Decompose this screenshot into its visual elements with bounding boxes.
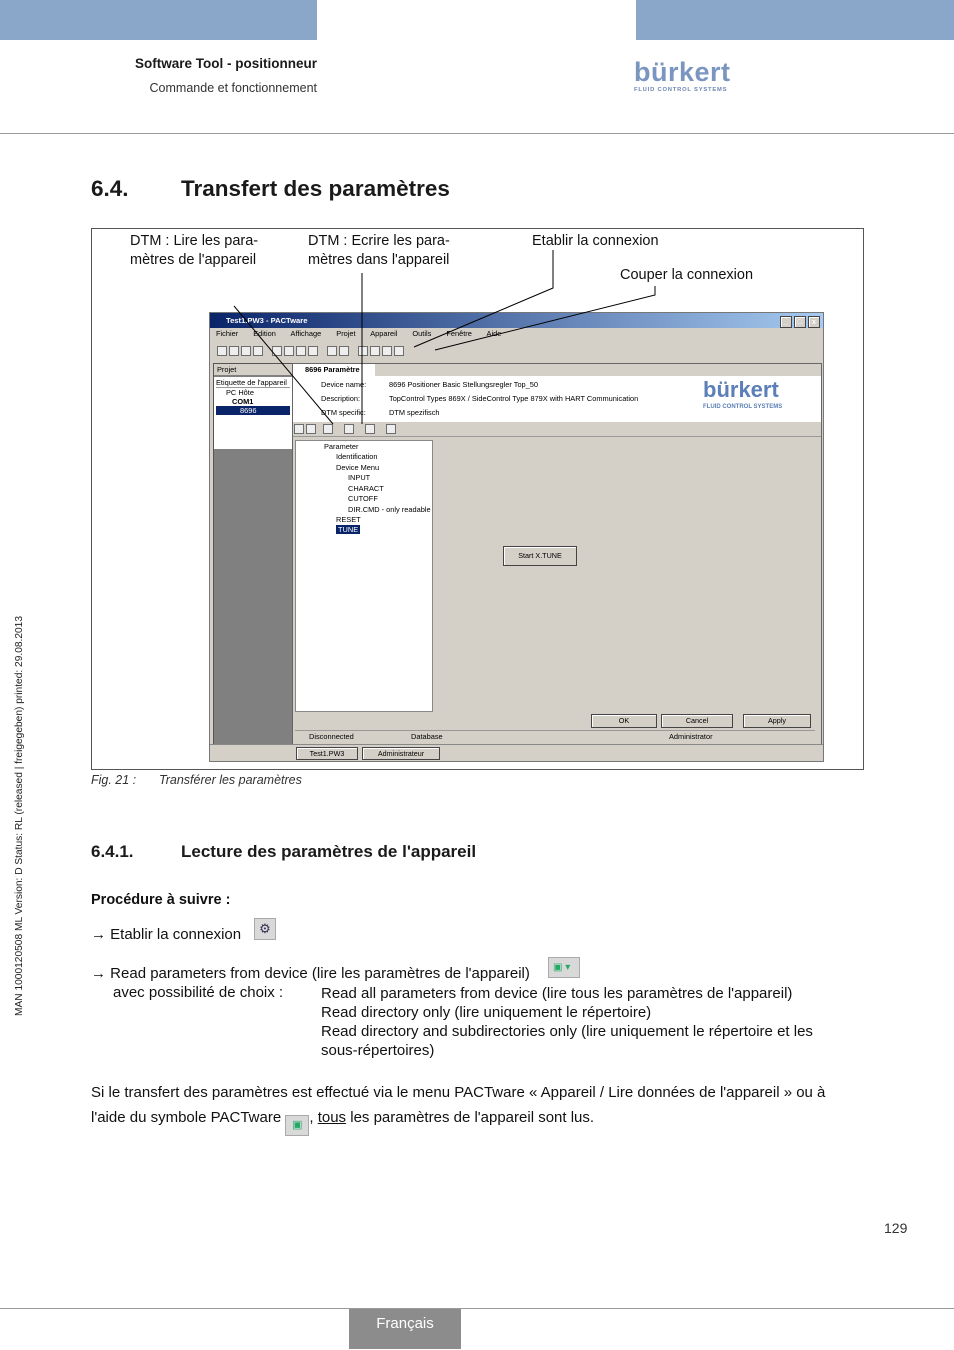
tree-reset[interactable]: RESET — [336, 515, 361, 524]
callout-write-line2: mètres dans l'appareil — [308, 252, 450, 268]
subsection-title: Lecture des paramètres de l'appareil — [181, 842, 477, 861]
document-subtitle: Commande et fonctionnement — [149, 81, 317, 95]
callout-read-line1: DTM : Lire les para- — [130, 233, 259, 249]
step-read-text: Read parameters from device (lire les paramètres de l'appareil) — [110, 965, 530, 982]
callout-disconnect: Couper la connexion — [620, 267, 754, 283]
section-number: 6.4. — [91, 176, 129, 201]
status-user: Administrator — [669, 732, 713, 741]
field-dtm-specific-value: DTM spezifisch — [389, 408, 440, 417]
callout-write-line1: DTM : Ecrire les para- — [308, 233, 450, 249]
field-description-value: TopControl Types 869X / SideControl Type 879X with HART Communication — [389, 394, 639, 403]
tree-input[interactable]: INPUT — [348, 473, 371, 482]
menu-outils[interactable]: Outils — [412, 329, 432, 338]
menu-appareil[interactable]: Appareil — [370, 329, 398, 338]
field-dtm-specific-label: DTM specific: — [321, 408, 366, 417]
connect-icon: ⚙ — [254, 918, 276, 940]
procedure-heading: Procédure à suivre : — [91, 892, 231, 908]
choice-list — [321, 984, 813, 1060]
menu-edition[interactable]: Edition — [253, 329, 276, 338]
arrow-2: → — [91, 965, 106, 982]
menu-aide[interactable]: Aide — [486, 329, 502, 338]
step-connect-text: Etablir la connexion — [110, 926, 242, 943]
language-tab: Français — [349, 1309, 461, 1349]
cancel-button[interactable]: Cancel — [661, 714, 733, 728]
side-status-text: MAN 1000120508 ML Version: D Status: RL (released | freigegeben) printed: 29.08.2013 — [14, 615, 25, 1016]
status-database: Database — [411, 732, 443, 741]
tree-device-menu[interactable]: Device Menu — [336, 463, 380, 472]
menu-fichier[interactable]: Fichier — [216, 329, 239, 338]
minimize-button[interactable]: _ — [780, 316, 792, 328]
status-connection: Disconnected — [309, 732, 354, 741]
start-tune-button[interactable]: Start X.TUNE — [503, 546, 577, 566]
document-title: Software Tool - positionneur — [135, 56, 317, 71]
choice-read-subdirectories-cont: sous-répertoires) — [321, 1042, 435, 1059]
tree-dir-cmd[interactable]: DIR.CMD - only readable — [348, 505, 431, 514]
paragraph-line1: Si le transfert des paramètres est effectué via le menu PACTware « Appareil / Lire données de l'appareil » ou à — [91, 1084, 826, 1101]
arrow-1: → — [91, 926, 106, 943]
tree-tune[interactable]: TUNE — [338, 525, 359, 534]
dtm-logo-word: bürkert — [703, 377, 779, 402]
window-title: Test1.PW3 - PACTware — [226, 316, 308, 325]
tree-item-pc-host[interactable]: PC Hôte — [226, 388, 254, 397]
step-connect — [91, 926, 241, 943]
tree-item-device[interactable]: 8696 — [216, 406, 290, 415]
paragraph-tous: tous — [317, 1109, 347, 1126]
close-button[interactable]: x — [808, 316, 820, 328]
logo-word: bürkert — [634, 57, 731, 87]
logo-tagline: FLUID CONTROL SYSTEMS — [634, 87, 728, 93]
subsection-number: 6.4.1. — [91, 842, 134, 861]
tree-item-com1[interactable]: COM1 — [232, 397, 254, 406]
page-number: 129 — [884, 1220, 908, 1236]
project-panel-title: Projet — [214, 364, 292, 375]
callout-read-line2: mètres de l'appareil — [130, 252, 257, 268]
read-device-icon: ▣ — [285, 1115, 309, 1136]
ok-button[interactable]: OK — [591, 714, 657, 728]
leader-read — [234, 306, 333, 424]
menu-projet[interactable]: Projet — [336, 329, 356, 338]
paragraph-line2-end: les paramètres de l'appareil sont lus. — [350, 1109, 595, 1126]
tree-charact[interactable]: CHARACT — [348, 484, 384, 493]
callout-connect: Etablir la connexion — [532, 233, 659, 249]
menu-affichage[interactable]: Affichage — [290, 329, 322, 338]
read-params-icon: ▣ ▾ — [548, 957, 580, 978]
dtm-tab[interactable]: 8696 Paramètre — [293, 364, 375, 376]
tree-identification[interactable]: Identification — [336, 452, 378, 461]
choice-read-all: Read all parameters from device (lire tous les paramètres de l'appareil) — [321, 985, 793, 1002]
paragraph-comma: , — [309, 1109, 314, 1126]
field-device-name-value: 8696 Positioner Basic Stellungsregler Top_50 — [389, 380, 539, 389]
figure-caption-text: Transférer les paramètres — [159, 773, 302, 787]
paragraph-line2-start: l'aide du symbole PACTware — [91, 1109, 282, 1126]
taskbar-file[interactable]: Test1.PW3 — [296, 747, 358, 760]
apply-button[interactable]: Apply — [743, 714, 811, 728]
footer-rule — [0, 1308, 954, 1309]
choice-read-directory: Read directory only (lire uniquement le répertoire) — [321, 1004, 652, 1021]
choice-label: avec possibilité de choix : — [113, 984, 284, 1001]
menu-fenetre[interactable]: Fenêtre — [446, 329, 472, 338]
figure-caption-number: Fig. 21 : — [91, 773, 137, 787]
paragraph-line2 — [91, 1109, 594, 1136]
maximize-button[interactable]: □ — [794, 316, 806, 328]
choice-read-subdirectories: Read directory and subdirectories only (lire uniquement le répertoire et les — [321, 1023, 813, 1040]
project-tree-header: Etiquette de l'appareil — [216, 378, 290, 388]
field-device-name-label: Device name: — [321, 380, 367, 389]
dtm-logo-tagline: FLUID CONTROL SYSTEMS — [703, 404, 783, 410]
taskbar-user[interactable]: Administrateur — [362, 747, 440, 760]
leader-disconnect — [435, 286, 655, 350]
leader-connect — [414, 250, 553, 347]
tree-parameter[interactable]: Parameter — [324, 442, 359, 451]
field-description-label: Description: — [321, 394, 361, 403]
tree-cutoff[interactable]: CUTOFF — [348, 494, 378, 503]
step-read — [91, 965, 530, 982]
section-title: Transfert des paramètres — [181, 176, 450, 201]
